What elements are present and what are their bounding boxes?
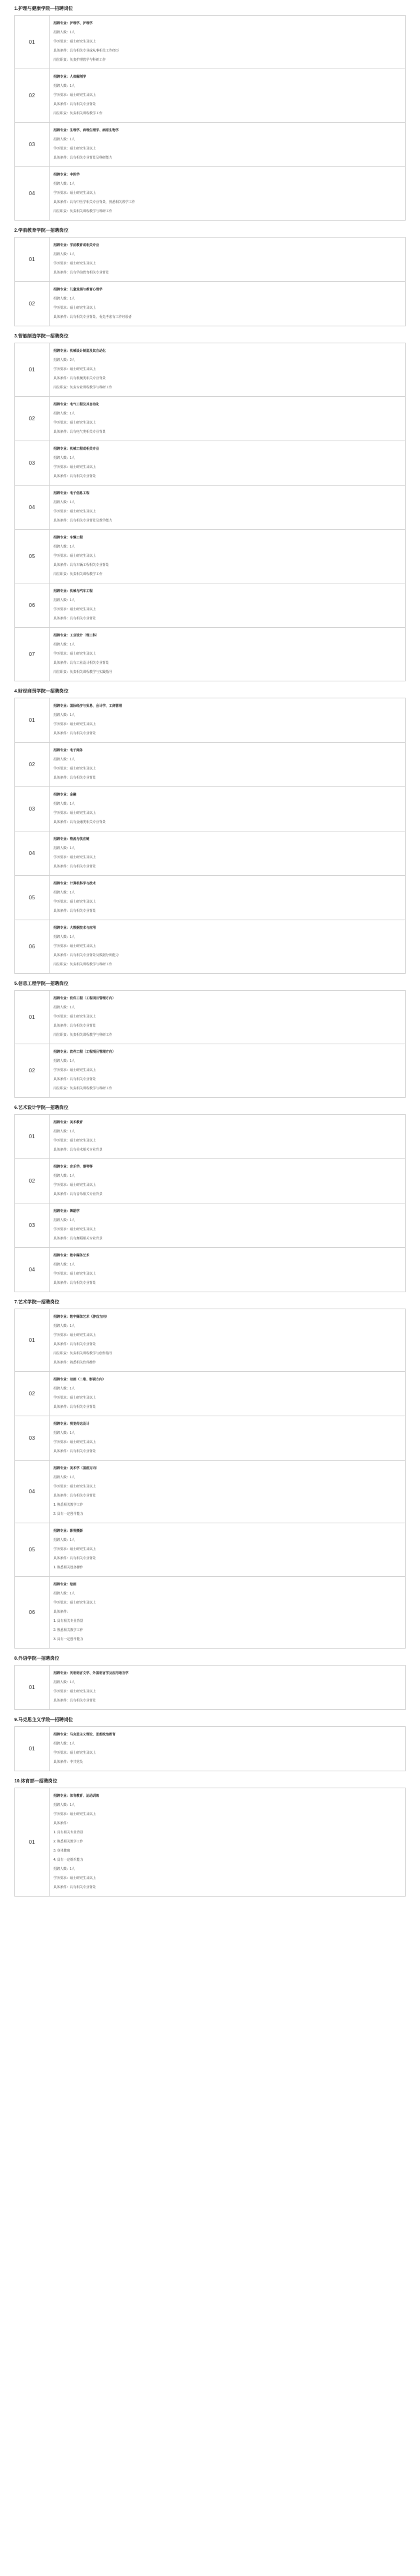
job-detail-line: 学历要求：硕士研究生及以上 [53,1876,97,1880]
job-detail-line: 学历要求：硕士研究生及以上 [53,608,97,612]
job-row [15,281,405,326]
job-details [50,530,405,583]
job-details [50,1523,405,1576]
job-detail-line: 学历要求：硕士研究生及以上 [53,510,97,514]
recruitment-page [14,0,406,1897]
job-detail-line: 招聘人数：1人 [53,1592,75,1596]
job-major: 招聘专业：物流与供应链 [53,837,90,841]
job-detail-line: 招聘人数：1人 [53,598,75,602]
job-detail-line: 3. 具有一定创作能力 [53,1637,83,1641]
job-detail-line: 招聘人数：1人 [53,1867,75,1871]
job-detail-line: 具体条件：具有相关专业背景 [53,1450,97,1453]
job-row [15,238,405,281]
job-details [50,1372,405,1416]
job-row [15,1044,405,1097]
job-detail-line: 招聘人数：1人 [53,31,75,35]
job-number: 03 [15,441,50,485]
job-details [50,1248,405,1292]
job-row [15,698,405,742]
recruit-section [14,1654,406,1710]
job-detail-line: 学历要求：硕士研究生及以上 [53,900,97,904]
job-number: 06 [15,1577,50,1648]
job-table [14,15,406,221]
job-major: 招聘专业：机械工程或相关专业 [53,447,100,451]
job-detail-line: 1. 具有相关专业背景 [53,1831,83,1835]
job-detail-line: 招聘人数：1人 [53,1431,75,1435]
job-number: 01 [15,238,50,281]
recruit-section [14,979,406,1098]
section-title: 7.艺术学院—招聘岗位 [14,1300,59,1305]
job-row [15,742,405,786]
job-detail-line: 学历要求：硕士研究生及以上 [53,1333,97,1337]
job-major: 招聘专业：护理学、护理学 [53,22,93,25]
job-detail-line: 招聘人数：1人 [53,846,75,850]
job-major: 招聘专业：机械与汽车工程 [53,589,93,593]
job-detail-line: 具体条件：具有相关专业背景及教学能力 [53,519,113,523]
job-details [50,343,405,396]
job-row [15,991,405,1044]
job-number: 04 [15,1461,50,1523]
job-row [15,920,405,973]
job-row [15,1666,405,1709]
job-row [15,875,405,920]
job-detail-line: 招聘人数：1人 [53,1130,75,1134]
job-number: 02 [15,282,50,326]
job-detail-line: 1. 熟悉相关教学工作 [53,1503,83,1507]
job-number: 01 [15,991,50,1044]
job-number: 06 [15,920,50,973]
job-number: 01 [15,1309,50,1371]
job-detail-line: 具体条件：具有电气类相关专业背景 [53,430,106,434]
job-major: 招聘专业：软件工程（工程项目管理方向） [53,1050,116,1054]
job-detail-line: 学历要求：硕士研究生及以上 [53,1272,97,1276]
job-detail-line: 学历要求：硕士研究生及以上 [53,93,97,97]
job-details [50,628,405,681]
job-details [50,1788,405,1896]
job-number: 01 [15,1115,50,1158]
job-detail-line: 具体条件：具有舞蹈相关专业背景 [53,1237,103,1241]
job-detail-line: 具体条件：具有相关专业背景 [53,776,97,780]
job-details [50,1666,405,1709]
job-details [50,1159,405,1203]
job-table [14,698,406,974]
job-detail-line: 招聘人数：1人 [53,456,75,460]
job-major: 招聘专业：国际经济与贸易、会计学、工商管理 [53,704,123,708]
job-detail-line: 具体条件：具有中医学相关专业背景，熟悉相关教学工作 [53,200,136,204]
job-major: 招聘专业：绘画 [53,1583,77,1587]
job-detail-line: 招聘人数：1人 [53,138,75,142]
job-detail-line: 岗位职责：负责相关课程教学与实践指导 [53,670,113,674]
job-detail-line: 招聘人数：1人 [53,758,75,762]
job-number: 03 [15,787,50,831]
job-detail-line: 具体条件：具有相关专业背景 [53,1342,97,1346]
job-details [50,16,405,69]
job-detail-line: 招聘人数：1人 [53,297,75,301]
job-detail-line: 学历要求：硕士研究生及以上 [53,1547,97,1551]
job-table [14,990,406,1098]
job-detail-line: 具体条件：具有相关专业背景 [53,474,97,478]
job-major: 招聘专业：软件工程（工程项目管理方向） [53,997,116,1001]
job-row [15,16,405,69]
job-detail-line: 招聘人数：1人 [53,182,75,186]
job-detail-line: 学历要求：硕士研究生及以上 [53,1396,97,1400]
job-details [50,1115,405,1158]
job-row [15,1203,405,1247]
job-details [50,583,405,627]
job-table [14,1726,406,1771]
job-detail-line: 1. 熟悉相关设备操作 [53,1566,83,1570]
job-detail-line: 具体条件：具有机械类相关专业背景 [53,377,106,380]
job-row [15,441,405,485]
job-detail-line: 具体条件：具有美术相关专业背景 [53,1148,103,1152]
job-detail-line: 具体条件：具有相关专业背景 [53,1885,97,1889]
job-major: 招聘专业：音乐学、钢琴等 [53,1165,93,1169]
job-detail-line: 招聘人数：1人 [53,935,75,939]
job-table [14,237,406,326]
job-number: 01 [15,1727,50,1771]
job-major: 招聘专业：马克思主义理论、思想政治教育 [53,1733,116,1737]
job-row [15,1115,405,1158]
job-detail-line: 岗位职责：负责相关课程教学工作 [53,572,103,576]
job-details [50,787,405,831]
job-row [15,1247,405,1292]
job-details [50,698,405,742]
job-detail-line: 4. 具有一定组织能力 [53,1858,83,1862]
job-major: 招聘专业：机械设计制造及其自动化 [53,349,106,353]
job-detail-line: 招聘人数：1人 [53,253,75,256]
job-number: 04 [15,167,50,220]
job-detail-line: 2. 熟悉相关教学工作 [53,1628,83,1632]
job-details [50,991,405,1044]
recruit-section [14,1715,406,1771]
job-detail-line: 学历要求：硕士研究生及以上 [53,1485,97,1489]
job-table [14,1788,406,1897]
job-detail-line: 岗位职责：负责相关课程教学与科研工作 [53,1087,113,1091]
job-detail-line: 具体条件：具有学前教育相关专业背景 [53,271,110,275]
job-number: 05 [15,876,50,920]
job-number: 02 [15,1044,50,1097]
section-title: 3.智能制造学院—招聘岗位 [14,334,68,339]
job-details [50,1044,405,1097]
job-detail-line: 学历要求：硕士研究生及以上 [53,1440,97,1444]
job-detail-line: 岗位职责：负责相关课程教学与科研工作 [53,209,113,213]
job-row [15,1727,405,1771]
recruit-section [14,1103,406,1292]
recruit-section [14,4,406,221]
job-detail-line: 学历要求：硕士研究生及以上 [53,40,97,44]
job-detail-line: 具体条件：具有工业设计相关专业背景 [53,661,110,665]
job-detail-line: 具体条件：具有相关专业背景 [53,1557,97,1560]
job-major: 招聘专业：学前教育或相关专业 [53,243,100,247]
job-details [50,1416,405,1460]
job-detail-line: 招聘人数：1人 [53,501,75,504]
job-row [15,485,405,529]
job-row [15,529,405,583]
section-title: 5.信息工程学院—招聘岗位 [14,982,68,986]
job-row [15,122,405,166]
job-detail-line: 招聘人数：2人 [53,358,75,362]
job-detail-line: 学历要求：硕士研究生及以上 [53,1139,97,1143]
job-details [50,167,405,220]
job-number: 04 [15,1248,50,1292]
job-detail-line: 招聘人数：1人 [53,1803,75,1807]
job-detail-line: 学历要求：硕士研究生及以上 [53,944,97,948]
job-details [50,486,405,529]
section-title: 2.学前教育学院—招聘岗位 [14,228,68,233]
job-row [15,343,405,396]
job-major: 招聘专业：电子信息工程 [53,491,90,495]
job-table [14,1309,406,1649]
job-details [50,238,405,281]
job-detail-line: 具体条件：具有相关专业背景及科研能力 [53,156,113,160]
job-number: 03 [15,123,50,166]
job-detail-line: 招聘人数：1人 [53,1218,75,1222]
job-major: 招聘专业：电气工程及其自动化 [53,403,100,407]
job-row [15,1416,405,1460]
section-title: 6.艺术设计学院—招聘岗位 [14,1106,68,1110]
job-details [50,123,405,166]
job-detail-line: 具体条件： [53,1822,70,1825]
recruit-section [14,1777,406,1897]
job-number: 07 [15,628,50,681]
recruit-section [14,226,406,326]
job-detail-line: 学历要求：硕士研究生及以上 [53,1015,97,1019]
job-major: 招聘专业：计算机科学与技术 [53,882,97,886]
job-detail-line: 具体条件：具有相关专业背景 [53,1699,97,1703]
job-detail-line: 岗位职责：负责专业课程教学与科研工作 [53,386,113,390]
job-detail-line: 具体条件：具有相关专业背景 [53,865,97,869]
job-detail-line: 具体条件：具有相关专业或从事相关工作经历 [53,49,119,53]
job-major: 招聘专业：数字媒体艺术（游戏方向） [53,1315,110,1319]
job-number: 01 [15,1666,50,1709]
job-detail-line: 学历要求：硕士研究生及以上 [53,554,97,558]
job-major: 招聘专业：生理学、病理生理学、病原生物学 [53,129,119,132]
job-detail-line: 具体条件：中共党员 [53,1760,83,1764]
job-detail-line: 具体条件：具有相关专业背景 [53,102,97,106]
job-detail-line: 学历要求：硕士研究生及以上 [53,421,97,425]
job-number: 01 [15,16,50,69]
job-number: 01 [15,698,50,742]
job-detail-line: 具体条件：具有相关专业背景，优先考虑有工作经验者 [53,315,132,319]
job-detail-line: 2. 熟悉相关教学工作 [53,1840,83,1844]
job-detail-line: 学历要求：硕士研究生及以上 [53,262,97,266]
job-detail-line: 岗位职责：负责相关课程教学与创作指导 [53,1352,113,1356]
job-detail-line: 学历要求：硕士研究生及以上 [53,1690,97,1694]
job-detail-line: 招聘人数：1人 [53,84,75,88]
job-detail-line: 岗位职责：负责相关课程教学与科研工作 [53,963,113,967]
section-title: 9.马克思主义学院—招聘岗位 [14,1718,73,1722]
job-details [50,69,405,122]
job-details [50,1727,405,1771]
job-major: 招聘专业：电子商务 [53,749,83,753]
job-detail-line: 招聘人数：1人 [53,1387,75,1391]
job-table [14,1114,406,1292]
job-detail-line: 学历要求：硕士研究生及以上 [53,856,97,860]
job-detail-line: 学历要求：硕士研究生及以上 [53,147,97,151]
job-row [15,1523,405,1576]
job-number: 03 [15,1203,50,1247]
job-detail-line: 学历要求：硕士研究生及以上 [53,1601,97,1605]
job-number: 01 [15,343,50,396]
job-detail-line: 招聘人数：1人 [53,1059,75,1063]
job-major: 招聘专业：大数据技术与应用 [53,926,97,930]
job-row [15,1576,405,1648]
job-row [15,166,405,220]
job-detail-line: 招聘人数：1人 [53,1324,75,1328]
job-detail-line: 具体条件：具有音乐相关专业背景 [53,1192,103,1196]
job-details [50,876,405,920]
job-detail-line: 具体条件：具有相关专业背景 [53,1494,97,1498]
job-number: 02 [15,1372,50,1416]
section-title: 1.护理与健康学院—招聘岗位 [14,7,73,11]
job-major: 招聘专业：中医学 [53,173,80,177]
job-detail-line: 学历要求：硕士研究生及以上 [53,191,97,195]
job-number: 02 [15,743,50,786]
job-detail-line: 招聘人数：1人 [53,1538,75,1542]
job-number: 01 [15,1788,50,1896]
job-detail-line: 学历要求：硕士研究生及以上 [53,811,97,815]
job-table [14,1665,406,1710]
job-detail-line: 学历要求：硕士研究生及以上 [53,722,97,726]
job-detail-line: 具体条件：具有相关专业背景 [53,1078,97,1081]
job-detail-line: 招聘人数：1人 [53,545,75,549]
job-major: 招聘专业：车辆工程 [53,536,83,540]
job-major: 招聘专业：美术学（国画方向） [53,1466,100,1470]
job-detail-line: 学历要求：硕士研究生及以上 [53,1751,97,1755]
job-detail-line: 具体条件：具有相关专业背景 [53,1281,97,1285]
section-title: 4.财经商贸学院—招聘岗位 [14,689,68,694]
job-detail-line: 具体条件：具有相关专业背景 [53,617,97,621]
job-detail-line: 招聘人数：1人 [53,643,75,647]
job-number: 05 [15,1523,50,1576]
job-major: 招聘专业：美术教育 [53,1121,83,1125]
job-major: 招聘专业：数字媒体艺术 [53,1254,90,1258]
job-detail-line: 岗位职责：负责相关课程教学与科研工作 [53,1033,113,1037]
job-details [50,282,405,326]
job-detail-line: 具体条件：具有车辆工程相关专业背景 [53,563,110,567]
job-detail-line: 招聘人数：1人 [53,412,75,416]
job-detail-line: 招聘人数：1人 [53,891,75,895]
job-details [50,831,405,875]
job-major: 招聘专业：体育教育、运动训练 [53,1794,100,1798]
job-major: 招聘专业：动画（二维、影视方向） [53,1378,106,1382]
job-detail-line: 招聘人数：1人 [53,1174,75,1178]
job-detail-line: 学历要求：硕士研究生及以上 [53,465,97,469]
job-detail-line: 招聘人数：1人 [53,1006,75,1010]
job-detail-line: 2. 具有一定创作能力 [53,1512,83,1516]
job-details [50,1203,405,1247]
job-detail-line: 岗位职责：负责护理教学与科研工作 [53,58,106,62]
section-title: 10.体育部—招聘岗位 [14,1779,57,1784]
job-number: 05 [15,530,50,583]
job-major: 招聘专业：金融 [53,793,77,797]
job-detail-line: 具体条件：具有金融类相关专业背景 [53,820,106,824]
job-details [50,441,405,485]
job-detail-line: 招聘人数：1人 [53,1681,75,1684]
job-row [15,69,405,122]
job-major: 招聘专业：儿童发展与教育心理学 [53,288,103,292]
job-row [15,583,405,627]
job-detail-line: 学历要求：硕士研究生及以上 [53,767,97,771]
job-number: 02 [15,69,50,122]
job-number: 04 [15,486,50,529]
job-row [15,1371,405,1416]
job-number: 02 [15,397,50,441]
job-detail-line: 学历要求：硕士研究生及以上 [53,652,97,656]
job-number: 06 [15,583,50,627]
recruit-section [14,1297,406,1649]
job-detail-line: 招聘人数：1人 [53,713,75,717]
job-detail-line: 具体条件：具有相关专业背景及数据分析能力 [53,954,119,957]
job-detail-line: 招聘人数：1人 [53,802,75,806]
job-detail-line: 学历要求：硕士研究生及以上 [53,1812,97,1816]
job-detail-line: 具体条件：具有相关专业背景 [53,1405,97,1409]
job-row [15,1158,405,1203]
job-row [15,1788,405,1896]
job-detail-line: 具体条件：具有相关专业背景 [53,732,97,736]
job-major: 招聘专业：影视摄影 [53,1529,83,1533]
job-details [50,397,405,441]
job-number: 02 [15,1159,50,1203]
recruit-section [14,687,406,974]
job-major: 招聘专业：人体解剖学 [53,75,87,79]
job-detail-line: 岗位职责：负责相关课程教学工作 [53,112,103,116]
job-details [50,920,405,973]
job-table [14,343,406,681]
job-row [15,627,405,681]
job-details [50,1577,405,1648]
job-detail-line: 招聘人数：1人 [53,1476,75,1480]
job-detail-line: 3. 身体健康 [53,1849,70,1853]
job-details [50,743,405,786]
job-major: 招聘专业：英语语言文学、外国语言学及应用语言学 [53,1671,129,1675]
job-number: 04 [15,831,50,875]
job-detail-line: 具体条件：熟悉相关软件操作 [53,1361,97,1365]
job-detail-line: 1. 具有相关专业背景 [53,1619,83,1623]
job-details [50,1461,405,1523]
job-detail-line: 学历要求：硕士研究生及以上 [53,1068,97,1072]
job-detail-line: 招聘人数：1人 [53,1742,75,1746]
job-detail-line: 学历要求：硕士研究生及以上 [53,306,97,310]
job-number: 03 [15,1416,50,1460]
section-title: 8.外语学院—招聘岗位 [14,1656,59,1661]
job-detail-line: 具体条件：具有相关专业背景 [53,909,97,913]
job-row [15,786,405,831]
job-detail-line: 具体条件：具有相关专业背景 [53,1024,97,1028]
job-detail-line: 学历要求：硕士研究生及以上 [53,1183,97,1187]
job-detail-line: 具体条件： [53,1610,70,1614]
job-row [15,396,405,441]
job-row [15,831,405,875]
job-row [15,1460,405,1523]
job-major: 招聘专业：视觉传达设计 [53,1422,90,1426]
job-detail-line: 学历要求：硕士研究生及以上 [53,1228,97,1232]
job-row [15,1309,405,1371]
job-major: 招聘专业：工业设计（理工科） [53,634,100,638]
job-detail-line: 学历要求：硕士研究生及以上 [53,367,97,371]
job-major: 招聘专业：舞蹈学 [53,1209,80,1213]
job-details [50,1309,405,1371]
job-detail-line: 招聘人数：1人 [53,1263,75,1267]
recruit-section [14,332,406,681]
